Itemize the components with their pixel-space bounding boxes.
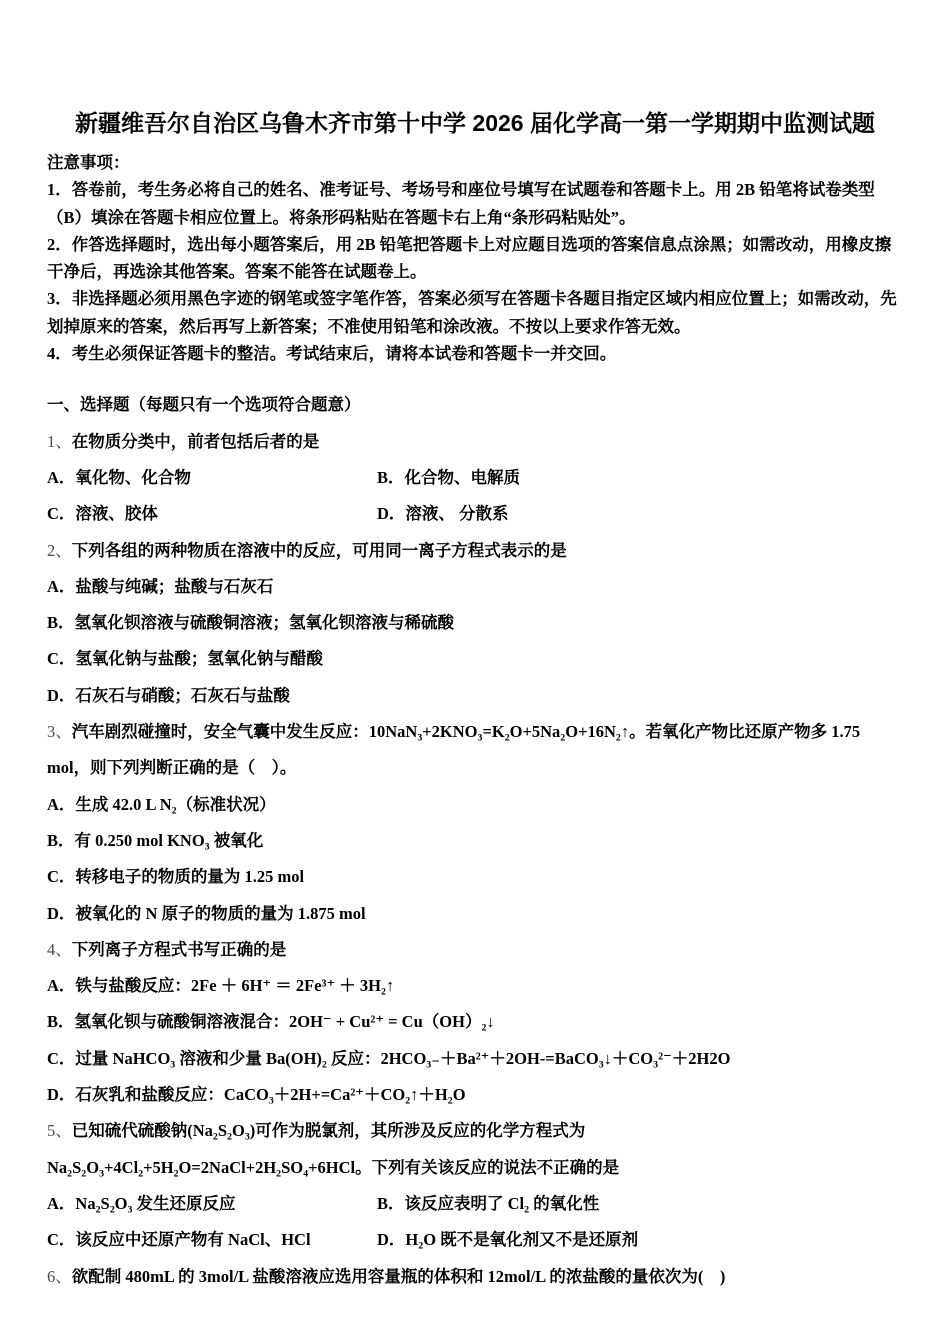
question-5-option-c: C．该反应中还原产物有 NaCl、HCl	[47, 1230, 311, 1250]
question-2-stem	[47, 533, 903, 569]
question-3-number: 3、	[47, 722, 72, 742]
question-1-stem-text: 在物质分类中，前者包括后者的是	[71, 431, 320, 451]
question-6-number: 6、	[47, 1266, 72, 1286]
question-3-option-d: D．被氧化的 N 原子的物质的量为 1.875 mol	[47, 903, 366, 923]
question-4-number: 4、	[47, 939, 72, 959]
question-6-stem	[47, 1259, 903, 1295]
question-3-option-a: A．生成 42.0 L N₂（标准状况）	[47, 794, 276, 814]
question-3-option-c: C．转移电子的物质的量为 1.25 mol	[47, 867, 305, 887]
question-1-option-a: A．氧化物、化合物	[47, 467, 191, 487]
question-5-stem-line2: Na₂S₂O₃+4Cl₂+5H₂O=2NaCl+2H₂SO₄+6HCl。下列有关该反应的说法不正确的是	[47, 1157, 620, 1177]
question-2-stem-text: 下列各组的两种物质在溶液中的反应，可用同一离子方程式表示的是	[71, 540, 567, 560]
question-2-number: 2、	[47, 540, 72, 560]
question-5-option-a: A．Na₂S₂O₃ 发生还原反应	[47, 1193, 236, 1213]
question-1	[47, 424, 903, 533]
question-4-option-c: C．过量 NaHCO₃ 溶液和少量 Ba(OH)₂ 反应：2HCO₃₋＋Ba²⁺＋2OH-=BaCO₃↓＋CO₃²⁻＋2H2O	[47, 1048, 731, 1068]
notice-item-4: 4．考生必须保证答题卡的整洁。考试结束后，请将本试卷和答题卡一并交回。	[47, 344, 617, 364]
question-1-options-row-2	[47, 496, 903, 532]
question-5-stem-text: 已知硫代硫酸钠(Na₂S₂O₃)可作为脱氯剂，其所涉及反应的化学方程式为	[71, 1121, 586, 1141]
question-4	[47, 932, 903, 1113]
question-2-option-d: D．石灰石与硝酸；石灰石与盐酸	[47, 685, 290, 705]
question-5	[47, 1113, 903, 1258]
question-2-option-b: B．氢氧化钡溶液与硫酸铜溶液；氢氧化钡溶液与稀硫酸	[47, 613, 455, 633]
question-5-options-row-2	[47, 1222, 903, 1258]
notice-section	[47, 149, 903, 367]
question-5-stem	[47, 1113, 903, 1149]
notice-item-3: 3．非选择题必须用黑色字迹的钢笔或签字笔作答，答案必须写在答题卡各题目指定区域内相应位置上；如需改动，先划掉原来的答案，然后再写上新答案；不准使用铅笔和涂改液。不按以上要求作答无效。	[47, 289, 897, 336]
section-heading: 一、选择题（每题只有一个选项符合题意）	[47, 395, 361, 415]
question-3-option-b: B．有 0.250 mol KNO₃ 被氧化	[47, 830, 264, 850]
question-2	[47, 533, 903, 714]
question-1-stem	[47, 424, 903, 460]
page-title: 新疆维吾尔自治区乌鲁木齐市第十中学 2026 届化学高一第一学期期中监测试题	[75, 110, 875, 136]
question-3-stem	[47, 714, 903, 787]
notice-heading: 注意事项：	[47, 153, 130, 172]
question-2-option-c: C．氢氧化钠与盐酸；氢氧化钠与醋酸	[47, 649, 323, 669]
question-3-stem-text: 汽车剧烈碰撞时，安全气囊中发生反应：10NaN₃+2KNO₃=K₂O+5Na₂O+16N₂↑。若氧化产物比还原产物多 1.75 mol，则下列判断正确的是（ ）。	[47, 722, 861, 778]
question-1-options-row-1	[47, 460, 903, 496]
question-1-option-c: C．溶液、胶体	[47, 504, 158, 524]
notice-item-1: 1．答卷前，考生务必将自己的姓名、准考证号、考场号和座位号填写在试题卷和答题卡上。用 2B 铅笔将试卷类型（B）填涂在答题卡相应位置上。将条形码粘贴在答题卡右上角“条形码粘贴处”。	[47, 180, 875, 227]
question-4-option-d: D．石灰乳和盐酸反应：CaCO₃＋2H+=Ca²⁺＋CO₂↑＋H₂O	[47, 1085, 466, 1105]
notice-item-2: 2．作答选择题时，选出每小题答案后，用 2B 铅笔把答题卡上对应题目选项的答案信息点涂黑；如需改动，用橡皮擦干净后，再选涂其他答案。答案不能答在试题卷上。	[47, 234, 892, 282]
question-5-number: 5、	[47, 1121, 72, 1141]
question-5-option-d: D．H₂O 既不是氧化剂又不是还原剂	[377, 1230, 639, 1250]
question-4-option-a: A．铁与盐酸反应：2Fe ＋ 6H⁺ ＝ 2Fe³⁺ ＋ 3H₂↑	[47, 976, 395, 996]
question-6-stem-text: 欲配制 480mL 的 3mol/L 盐酸溶液应选用容量瓶的体积和 12mol/L 的浓盐酸的量依次为( )	[71, 1266, 726, 1286]
question-1-number: 1、	[47, 431, 72, 451]
question-5-option-b: B．该反应表明了 Cl₂ 的氧化性	[377, 1193, 600, 1213]
question-6	[47, 1259, 903, 1295]
question-4-option-b: B．氢氧化钡与硫酸铜溶液混合：2OH⁻ + Cu²⁺ = Cu（OH）₂↓	[47, 1012, 495, 1032]
exam-paper-page	[0, 106, 950, 1344]
questions-area	[47, 387, 903, 1294]
question-1-option-d: D．溶液、 分散系	[377, 504, 509, 524]
question-4-stem	[47, 932, 903, 968]
question-5-options-row-1	[47, 1186, 903, 1222]
question-2-option-a: A．盐酸与纯碱；盐酸与石灰石	[47, 576, 274, 596]
question-1-option-b: B．化合物、电解质	[377, 467, 521, 487]
question-3	[47, 714, 903, 932]
question-4-stem-text: 下列离子方程式书写正确的是	[71, 939, 287, 959]
